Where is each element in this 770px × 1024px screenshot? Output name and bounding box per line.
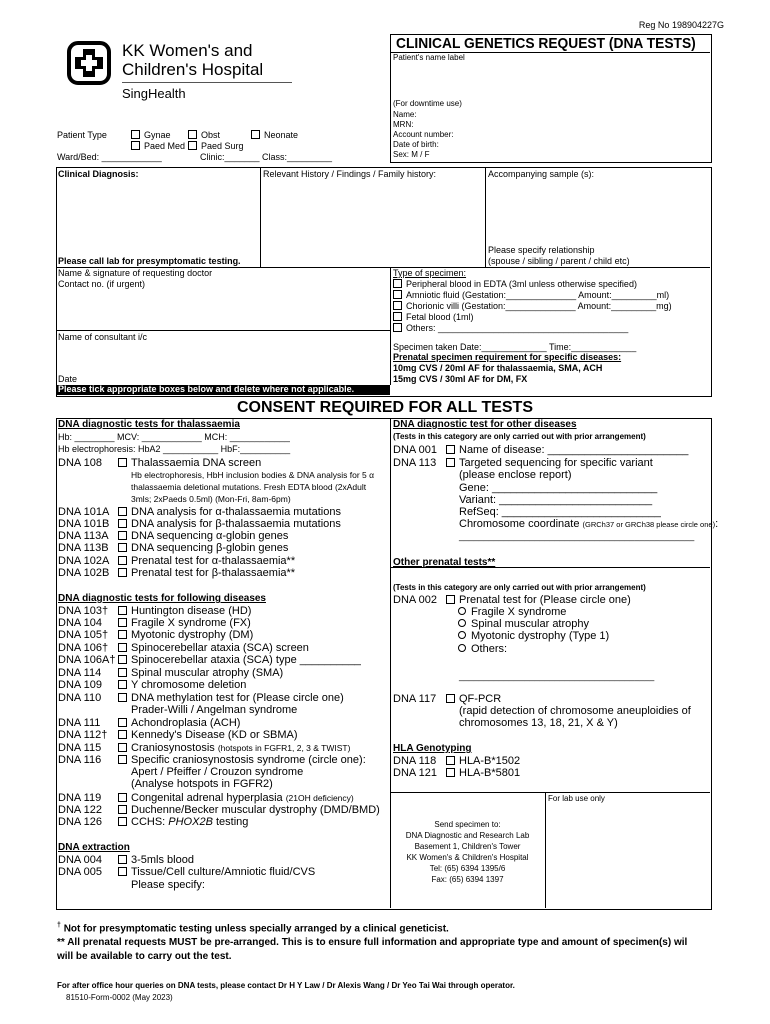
footnote-prenatal-cont: will be available to carry out the test.	[57, 951, 232, 962]
prenatal-requirement-1: 10mg CVS / 20ml AF for thalassaemia, SMA, ACH	[393, 363, 603, 373]
test-dna104[interactable]: DNA 104 Fragile X syndrome (FX)	[58, 617, 251, 629]
other-prenatal-title: Other prenatal tests**	[393, 557, 496, 568]
clinic-field[interactable]: Clinic:_______	[200, 152, 260, 162]
option-myotonic[interactable]: Myotonic dystrophy (Type 1)	[458, 630, 609, 642]
gene-field[interactable]: Gene: ___________________________	[459, 482, 658, 494]
chromosome-coordinate-field[interactable]: Chromosome coordinate (GRCh37 or GRCh38 please circle one):	[459, 518, 719, 530]
hospital-logo-icon	[67, 41, 111, 85]
test-dna114[interactable]: DNA 114 Spinal muscular atrophy (SMA)	[58, 667, 284, 679]
test-dna119[interactable]: DNA 119 Congenital adrenal hyperplasia (21OH deficiency)	[58, 792, 354, 804]
hla-title: HLA Genotyping	[393, 743, 472, 754]
patient-type-label: Patient Type	[57, 130, 107, 140]
logo-line2: Children's Hospital	[122, 60, 264, 79]
specimen-fetal-blood[interactable]: Fetal blood (1ml)	[393, 312, 474, 322]
specimen-peripheral-blood[interactable]: Peripheral blood in EDTA (3ml unless otherwise specified)	[393, 279, 637, 289]
prenatal-others-line[interactable]: _______________________________________	[459, 671, 655, 681]
dna108-note-3: 3mls; 2xPaeds 0.5ml) (Mon-Fri, 8am-6pm)	[131, 494, 291, 504]
test-dna126[interactable]: DNA 126 CCHS: PHOX2B testing	[58, 816, 249, 828]
test-dna111[interactable]: DNA 111 Achondroplasia (ACH)	[58, 717, 241, 729]
reg-no: Reg No 198904227G	[638, 20, 724, 30]
test-dna103[interactable]: DNA 103† Huntington disease (HD)	[58, 605, 252, 617]
lab-location: Basement 1, Children's Tower	[414, 842, 521, 851]
test-dna109[interactable]: DNA 109 Y chromosome deletion	[58, 679, 247, 691]
test-dna105[interactable]: DNA 105† Myotonic dystrophy (DM)	[58, 629, 254, 641]
test-dna101b[interactable]: DNA 101B DNA analysis for β-thalassaemia mutations	[58, 518, 341, 530]
dna117-desc-1: (rapid detection of chromosome aneuploidies of	[459, 705, 691, 717]
contact-no-label: Contact no. (if urgent)	[58, 279, 146, 289]
form-title: CLINICAL GENETICS REQUEST (DNA TESTS)	[396, 35, 696, 52]
other-diseases-title: DNA diagnostic test for other diseases	[393, 419, 577, 430]
checkbox-neonate[interactable]: Neonate	[251, 130, 298, 140]
relationship-examples: (spouse / sibling / parent / child etc)	[488, 256, 630, 266]
option-others[interactable]: Others:	[458, 643, 507, 655]
tick-instruction: Please tick appropriate boxes below and delete where not applicable.	[58, 384, 355, 394]
form-number: 81510-Form-0002 (May 2023)	[66, 993, 173, 1002]
presymptomatic-note: Please call lab for presymptomatic testing.	[58, 256, 241, 266]
dna108-note-2: thalassaemia deletional mutations. Fresh EDTA blood (2xAdult	[131, 482, 367, 492]
specimen-others[interactable]: Others: ______________________________________	[393, 323, 628, 333]
lab-use-label: For lab use only	[548, 794, 605, 803]
downtime-mrn: MRN:	[393, 120, 414, 129]
accompanying-sample-label: Accompanying sample (s):	[488, 169, 595, 179]
checkbox-obst[interactable]: Obst	[188, 130, 220, 140]
downtime-dob: Date of birth:	[393, 140, 439, 149]
send-to-label: Send specimen to:	[434, 820, 501, 829]
dna108-note-1: Hb electrophoresis, HbH inclusion bodies & DNA analysis for 5 α	[131, 470, 375, 480]
logo-line1: KK Women's and	[122, 41, 253, 60]
patient-label-title: Patient's name label	[393, 53, 465, 62]
chromosome-coordinate-line[interactable]: _______________________________________________	[459, 531, 695, 541]
prenatal-requirement-title: Prenatal specimen requirement for specific diseases:	[393, 352, 622, 362]
test-dna005[interactable]: DNA 005 Tissue/Cell culture/Amniotic fluid/CVS	[58, 866, 316, 878]
test-dna116[interactable]: DNA 116 Specific craniosynostosis syndrome (circle one):	[58, 754, 366, 766]
specimen-type-title: Type of specimen:	[393, 268, 467, 278]
extraction-title: DNA extraction	[58, 842, 130, 853]
test-dna110[interactable]: DNA 110 DNA methylation test for (Please circle one)	[58, 692, 344, 704]
test-dna001[interactable]: DNA 001 Name of disease: _______________________	[393, 444, 689, 456]
lab-fax: Fax: (65) 6394 1397	[431, 875, 504, 884]
relevant-history-label: Relevant History / Findings / Family history:	[263, 169, 437, 179]
date-label: Date	[58, 374, 78, 384]
extraction-specify[interactable]: Please specify:	[131, 879, 205, 891]
test-dna117[interactable]: DNA 117 QF-PCR	[393, 693, 502, 705]
downtime-sex: Sex: M / F	[393, 150, 430, 159]
lab-name: DNA Diagnostic and Research Lab	[405, 831, 530, 840]
dna117-desc-2: chromosomes 13, 18, 21, X & Y)	[459, 717, 618, 729]
class-field[interactable]: Class:_________	[262, 152, 333, 162]
dna113-enclose-report: (please enclose report)	[459, 469, 572, 481]
test-dna106[interactable]: DNA 106† Spinocerebellar ataxia (SCA) screen	[58, 642, 309, 654]
footnote-prenatal: ** All prenatal requests MUST be pre-arranged. This is to ensure full information and appropriate type and amount of specimen(s) wil	[57, 937, 688, 948]
hb-fields[interactable]: Hb: ________ MCV: ____________ MCH: ____________	[58, 432, 290, 442]
hb-electrophoresis-fields[interactable]: Hb electrophoresis: HbA2 ___________ HbF:__________	[58, 444, 291, 454]
relationship-label: Please specify relationship	[488, 245, 595, 255]
test-dna113a[interactable]: DNA 113A DNA sequencing α-globin genes	[58, 530, 289, 542]
specimen-amniotic-fluid[interactable]: Amniotic fluid (Gestation:______________ Amount:_________ml)	[393, 290, 669, 300]
test-dna102a[interactable]: DNA 102A Prenatal test for α-thalassaemia**	[58, 555, 296, 567]
prenatal-requirement-2: 15mg CVS / 30ml AF for DM, FX	[393, 374, 528, 384]
test-dna102b[interactable]: DNA 102B Prenatal test for β-thalassaemia**	[58, 567, 296, 579]
consent-heading: CONSENT REQUIRED FOR ALL TESTS	[236, 399, 533, 416]
downtime-name: Name:	[393, 110, 417, 119]
dna110-options: Prader-Willi / Angelman syndrome	[131, 704, 298, 716]
specimen-chorionic-villi[interactable]: Chorionic villi (Gestation:______________ Amount:_________mg)	[393, 301, 672, 311]
requesting-doctor-label: Name & signature of requesting doctor	[58, 268, 213, 278]
thal-title: DNA diagnostic tests for thalassaemia	[58, 419, 240, 430]
downtime-title: (For downtime use)	[393, 99, 462, 108]
test-dna108[interactable]: DNA 108 Thalassaemia DNA screen	[58, 457, 262, 469]
specimen-taken-field[interactable]: Specimen taken Date:_____________ Time:_____________	[393, 342, 637, 352]
test-dna122[interactable]: DNA 122 Duchenne/Becker muscular dystrophy (DMD/BMD)	[58, 804, 380, 816]
downtime-account: Account number:	[393, 130, 454, 139]
refseq-field[interactable]: RefSeq: __________________________	[459, 506, 661, 518]
dna116-options: Apert / Pfeiffer / Crouzon syndrome	[131, 766, 304, 778]
other-diseases-note: (Tests in this category are only carried out with prior arrangement)	[393, 432, 646, 441]
lab-tel: Tel: (65) 6394 1395/6	[429, 864, 506, 873]
test-dna002[interactable]: DNA 002 Prenatal test for (Please circle one)	[393, 594, 631, 606]
diseases-title: DNA diagnostic tests for following diseases	[58, 593, 266, 604]
after-hours-queries: For after office hour queries on DNA tests, please contact Dr H Y Law / Dr Alexis Wang / Dr Yeo Tai Wai through operator.	[57, 981, 515, 990]
test-dna113[interactable]: DNA 113 Targeted sequencing for specific variant	[393, 457, 653, 469]
checkbox-paed-med[interactable]: Paed Med	[131, 141, 185, 151]
clinical-diagnosis-label: Clinical Diagnosis:	[58, 169, 139, 179]
footnote-presymptomatic: † Not for presymptomatic testing unless specially arranged by a clinical geneticist.	[57, 922, 449, 935]
option-sma[interactable]: Spinal muscular atrophy	[458, 618, 589, 630]
test-dna112[interactable]: DNA 112† Kennedy's Disease (KD or SBMA)	[58, 729, 298, 741]
dna116-hotspots: (Analyse hotspots in FGFR2)	[131, 778, 273, 790]
variant-field[interactable]: Variant: _________________________	[459, 494, 653, 506]
test-dna121[interactable]: DNA 121 HLA-B*5801	[393, 767, 521, 779]
lab-hospital: KK Women's & Children's Hospital	[406, 853, 529, 862]
test-dna004[interactable]: DNA 004 3-5mls blood	[58, 854, 194, 866]
option-fragile-x[interactable]: Fragile X syndrome	[458, 606, 566, 618]
test-dna115[interactable]: DNA 115 Craniosynostosis (hotspots in FGFR1, 2, 3 & TWIST)	[58, 742, 351, 754]
checkbox-paed-surg[interactable]: Paed Surg	[188, 141, 244, 151]
test-dna113b[interactable]: DNA 113B DNA sequencing β-globin genes	[58, 542, 289, 554]
checkbox-gynae[interactable]: Gynae	[131, 130, 171, 140]
other-prenatal-note: (Tests in this category are only carried out with prior arrangement)	[393, 583, 646, 592]
test-dna106a[interactable]: DNA 106A† Spinocerebellar ataxia (SCA) type __________	[58, 654, 361, 666]
consultant-label: Name of consultant i/c	[58, 332, 148, 342]
logo-brand: SingHealth	[122, 86, 186, 101]
test-dna101a[interactable]: DNA 101A DNA analysis for α-thalassaemia mutations	[58, 506, 341, 518]
test-dna118[interactable]: DNA 118 HLA-B*1502	[393, 755, 521, 767]
ward-bed-field[interactable]: Ward/Bed: ____________	[57, 152, 162, 162]
